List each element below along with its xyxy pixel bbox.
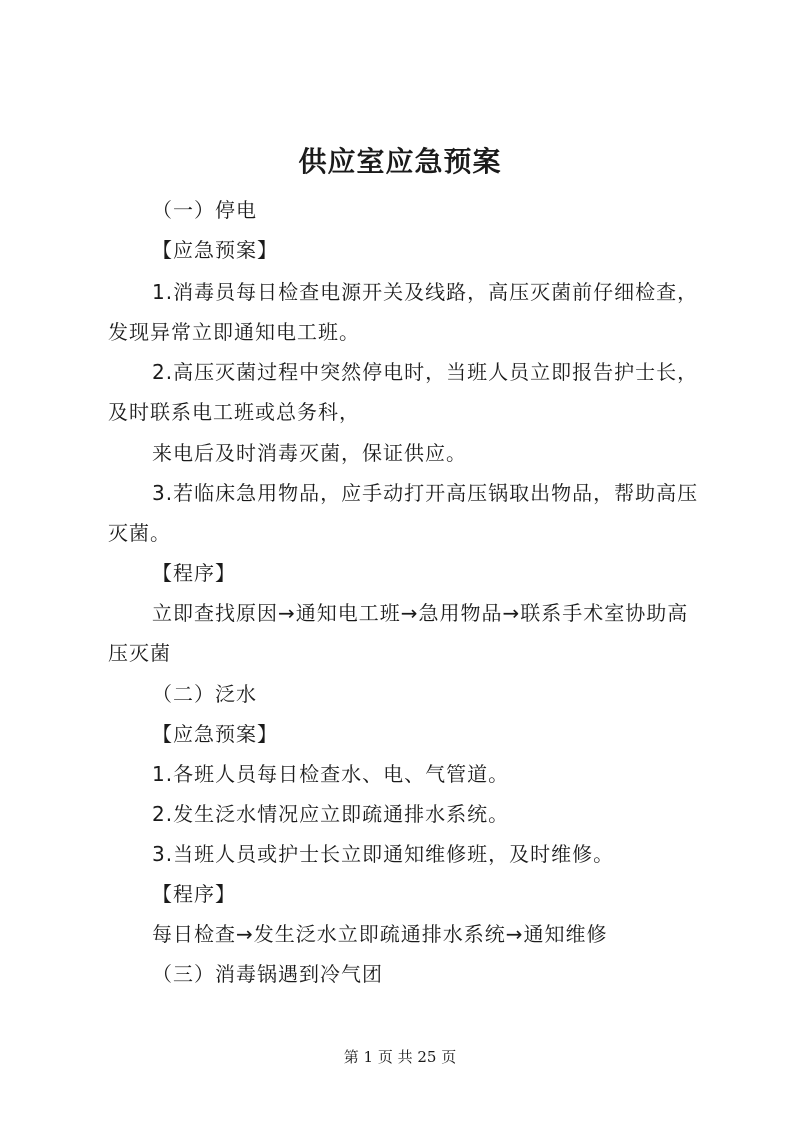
paragraph-line: 及时联系电工班或总务科， bbox=[108, 400, 360, 424]
paragraph-line: 1.各班人员每日检查水、电、气管道。 bbox=[152, 762, 510, 786]
section-heading-sterilizer-cold-air: （三）消毒锅遇到冷气团 bbox=[152, 962, 383, 986]
subheading-procedure: 【程序】 bbox=[152, 882, 236, 906]
paragraph-line: 1.消毒员每日检查电源开关及线路，高压灭菌前仔细检查， bbox=[152, 280, 699, 304]
paragraph-line: 3.若临床急用物品，应手动打开高压锅取出物品，帮助高压 bbox=[152, 481, 699, 505]
subheading-emergency-plan: 【应急预案】 bbox=[152, 238, 278, 262]
paragraph-line: 发现异常立即通知电工班。 bbox=[108, 320, 360, 344]
page-number-footer: 第 1 页 共 25 页 bbox=[343, 1048, 457, 1066]
paragraph-line: 压灭菌 bbox=[108, 641, 171, 665]
paragraph-line: 2.高压灭菌过程中突然停电时，当班人员立即报告护士长， bbox=[152, 360, 699, 384]
section-heading-power-outage: （一）停电 bbox=[152, 198, 257, 222]
paragraph-line: 每日检查→发生泛水立即疏通排水系统→通知维修 bbox=[152, 922, 608, 946]
section-heading-flooding: （二）泛水 bbox=[152, 682, 257, 706]
document-title: 供应室应急预案 bbox=[298, 145, 502, 178]
paragraph-line: 灭菌。 bbox=[108, 521, 171, 545]
paragraph-line: 2.发生泛水情况应立即疏通排水系统。 bbox=[152, 802, 510, 826]
subheading-procedure: 【程序】 bbox=[152, 561, 236, 585]
paragraph-line: 来电后及时消毒灭菌，保证供应。 bbox=[152, 441, 467, 465]
paragraph-line: 3.当班人员或护士长立即通知维修班，及时维修。 bbox=[152, 842, 615, 866]
subheading-emergency-plan: 【应急预案】 bbox=[152, 722, 278, 746]
paragraph-line: 立即查找原因→通知电工班→急用物品→联系手术室协助高 bbox=[152, 601, 689, 625]
